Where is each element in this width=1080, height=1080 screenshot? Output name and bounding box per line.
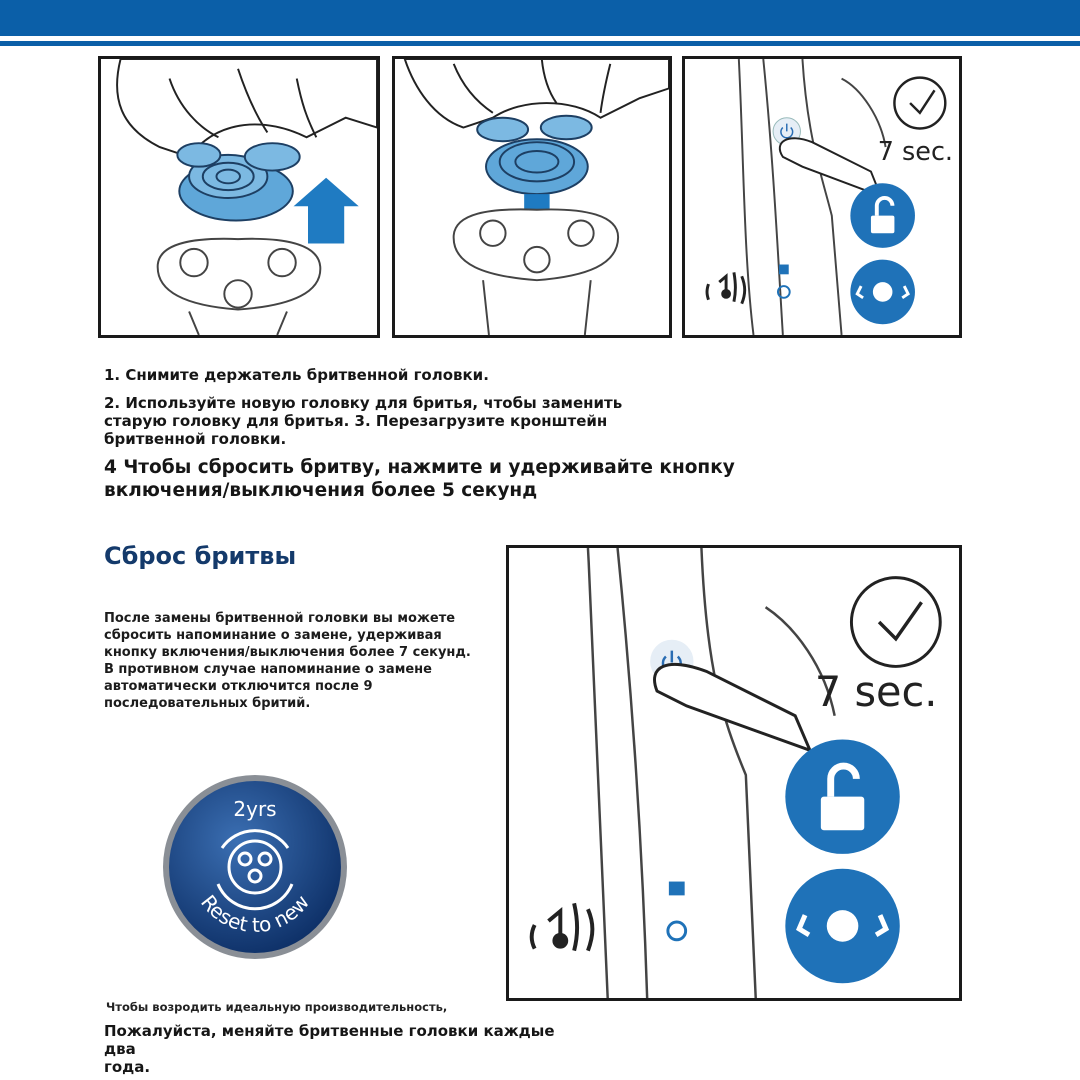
footer-line-1: Чтобы возродить идеальную производительность, [106, 1000, 448, 1014]
illustration-remove-head [98, 56, 380, 338]
illustration-insert-head [392, 56, 672, 338]
step-1-text: 1. Снимите держатель бритвенной головки. [104, 366, 489, 384]
reset-description-line: автоматически отключится после 9 [104, 679, 373, 694]
reset-description-line: кнопку включения/выключения более 7 секунд. [104, 645, 471, 660]
top-header-bar [0, 0, 1080, 36]
remove-head-drawing [101, 59, 377, 335]
footer-line-2b: года. [104, 1058, 151, 1076]
hold-button-small-drawing [685, 59, 959, 335]
footer-line-2a: Пожалуйста, меняйте бритвенные головки каждые два [104, 1022, 555, 1058]
illustration-hold-button-small [682, 56, 962, 338]
illustration-hold-button-large [506, 545, 962, 1001]
reset-description-line: сбросить напоминание о замене, удерживая [104, 628, 442, 643]
step-2-line-1: 2. Используйте новую головку для бритья, чтобы заменить [104, 394, 623, 412]
step-2-line-2: старую головку для бритья. 3. Перезагрузите кронштейн [104, 412, 608, 430]
hold-button-large-drawing [509, 548, 959, 998]
step-2-line-3: бритвенной головки. [104, 430, 287, 448]
reset-description [104, 610, 504, 712]
reset-to-new-badge [160, 772, 350, 962]
badge-graphic [160, 772, 350, 962]
badge-top-text: 2yrs [233, 797, 277, 821]
top-header-stripe [0, 41, 1080, 46]
reset-heading: Сброс бритвы [104, 542, 297, 570]
step-4-line-1: 4 Чтобы сбросить бритву, нажмите и удерживайте кнопку [104, 457, 735, 478]
step-4-line-2: включения/выключения более 5 секунд [104, 480, 538, 501]
timer-small-label: 7 sec. [877, 135, 954, 166]
reset-description-line: После замены бритвенной головки вы можете [104, 611, 456, 626]
reset-description-line: последовательных бритий. [104, 696, 311, 711]
insert-head-drawing [395, 59, 669, 335]
timer-large-label: 7 sec. [814, 667, 938, 716]
reset-description-line: В противном случае напоминание о замене [104, 662, 432, 677]
footer-line-2 [104, 1022, 584, 1076]
badge-bottom-text: Reset to new [196, 890, 315, 938]
